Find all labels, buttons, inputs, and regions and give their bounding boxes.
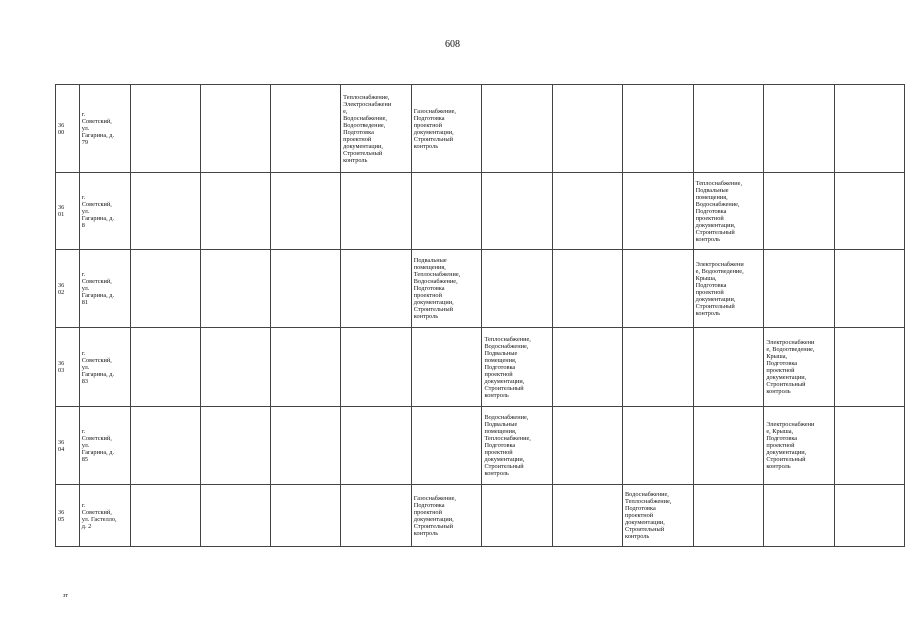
works-cell: Газоснабжение, Подготовка проектной документации, Строительный контроль [411,85,482,173]
works-cell [622,407,693,485]
address-cell: г. Советский, ул. Гагарина, д. 85 [79,407,131,485]
works-cell [764,250,835,328]
works-cell [553,407,623,485]
row-number-cell: 36 00 [56,85,80,173]
works-cell [201,485,271,547]
works-cell [482,173,553,250]
works-cell [482,250,553,328]
address-cell: г. Советский, ул. Гастелло, д. 2 [79,485,131,547]
table-row [56,407,905,485]
works-cell [553,328,623,407]
works-cell [131,407,201,485]
works-cell [693,407,764,485]
works-table [55,84,905,547]
works-cell [411,407,482,485]
works-cell: Водоснабжение, Подвальные помещения, Теплоснабжение, Подготовка проектной документации, Строительный контроль [482,407,553,485]
works-cell [271,85,341,173]
table-row [56,85,905,173]
works-cell [341,407,412,485]
address-cell: г. Советский, ул. Гагарина, д. 81 [79,250,131,328]
works-cell [271,250,341,328]
table-row [56,485,905,547]
works-cell [411,173,482,250]
works-cell [835,250,905,328]
works-cell [622,173,693,250]
works-cell [693,328,764,407]
works-cell [131,173,201,250]
table-body [56,85,905,547]
works-cell [201,173,271,250]
works-cell [553,485,623,547]
works-cell [622,85,693,173]
works-cell [835,485,905,547]
row-number-cell: 36 02 [56,250,80,328]
works-cell [271,173,341,250]
works-cell [201,328,271,407]
works-cell [482,485,553,547]
works-cell [835,85,905,173]
table-row [56,173,905,250]
row-number-cell: 36 05 [56,485,80,547]
works-cell [622,328,693,407]
works-cell [835,328,905,407]
works-cell [835,407,905,485]
works-cell [131,485,201,547]
works-cell [341,485,412,547]
works-cell [764,85,835,173]
footer-mark: зт [63,593,68,599]
works-cell [764,485,835,547]
row-number-cell: 36 03 [56,328,80,407]
address-cell: г. Советский, ул. Гагарина, д. 83 [79,328,131,407]
works-cell [271,328,341,407]
works-cell: Теплоснабжение, Водоснабжение, Подвальные помещения, Подготовка проектной документации, Строительный контроль [482,328,553,407]
works-cell [201,250,271,328]
works-cell: Теплоснабжение, Электроснабжени е, Водоснабжение, Водоотведение, Подготовка проектной документации, Строительный контроль [341,85,412,173]
works-cell [764,173,835,250]
works-cell: Водоснабжение, Теплоснабжение, Подготовка проектной документации, Строительный контроль [622,485,693,547]
works-cell [622,250,693,328]
works-cell [131,85,201,173]
works-cell [341,250,412,328]
works-cell: Электроснабжени е, Водоотведение, Крыша, Подготовка проектной документации, Строительный контроль [764,328,835,407]
address-cell: г. Советский, ул. Гагарина, д. 79 [79,85,131,173]
table-row [56,328,905,407]
works-cell [693,85,764,173]
works-cell: Газоснабжение, Подготовка проектной документации, Строительный контроль [411,485,482,547]
works-cell [131,250,201,328]
works-cell [553,250,623,328]
works-cell: Теплоснабжение, Подвальные помещения, Водоснабжение, Подготовка проектной документации, Строительный контроль [693,173,764,250]
works-cell: Подвальные помещения, Теплоснабжение, Водоснабжение, Подготовка проектной документации, Строительный контроль [411,250,482,328]
works-cell [341,173,412,250]
works-cell [131,328,201,407]
works-cell [553,173,623,250]
works-cell: Электроснабжени е, Крыша, Подготовка проектной документации, Строительный контроль [764,407,835,485]
works-cell: Электроснабжени е, Водоотведение, Крыша, Подготовка проектной документации, Строительный контроль [693,250,764,328]
row-number-cell: 36 01 [56,173,80,250]
table-row [56,250,905,328]
works-cell [271,485,341,547]
works-cell [201,407,271,485]
works-cell [341,328,412,407]
address-cell: г. Советский, ул. Гагарина, д. 8 [79,173,131,250]
works-cell [201,85,271,173]
works-cell [553,85,623,173]
works-cell [693,485,764,547]
row-number-cell: 36 04 [56,407,80,485]
works-cell [411,328,482,407]
works-cell [482,85,553,173]
works-cell [271,407,341,485]
page-number: 608 [445,39,460,50]
works-cell [835,173,905,250]
